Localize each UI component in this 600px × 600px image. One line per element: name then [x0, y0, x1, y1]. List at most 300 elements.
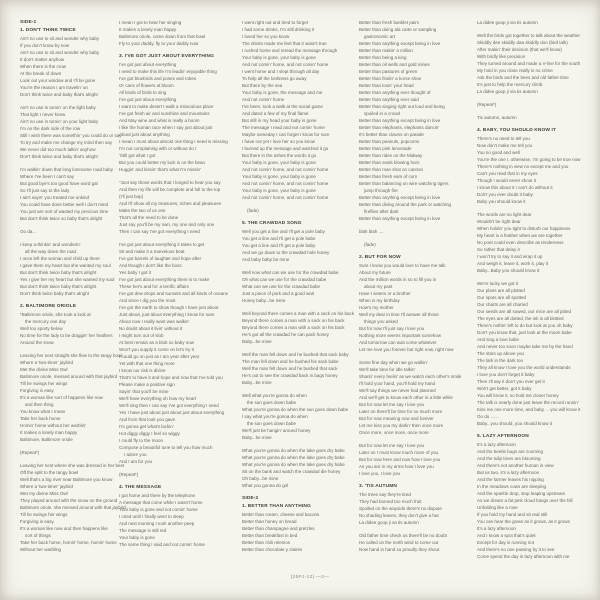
lyric-line: Your baby is gone, your baby is gone	[242, 160, 316, 165]
lyric-line: And tomorrow can wait come whatever	[359, 340, 437, 345]
lyric-line: Baby...be mine	[242, 339, 272, 344]
lyric-line: That's all the need to be done	[119, 215, 179, 220]
lyric-line: And then my life will be complete and full to the top	[119, 187, 221, 192]
lyric-line: And dated a few of my final flame	[242, 111, 309, 116]
lyric-line: I could go on just as I am year after year	[119, 354, 200, 359]
lyric-line: It's a lazy afternoon	[477, 526, 516, 531]
song-heading-block	[477, 127, 597, 134]
song-heading-block	[20, 27, 122, 34]
lyric-line: And I know a spot that's quiet	[477, 533, 536, 538]
lyric-line: I might turn out of slob	[119, 333, 164, 338]
lyric-line: I've got barrels of laughter and hope after	[119, 256, 202, 261]
lyric-line: I adore you	[119, 452, 147, 457]
lyric-line: I mean I got to hear her singing	[119, 20, 182, 25]
stanza	[119, 492, 240, 548]
lyric-line: Well now what can we use for the crawdad babe	[242, 270, 339, 275]
lyric-line: I love you, I love you	[359, 471, 401, 476]
lyric-line: About now I really want was walkin'	[119, 319, 190, 324]
song-title: 2. BALTIMORE ORIOLE	[20, 304, 77, 309]
lyric-line: But don't think twice baby that's alright	[20, 270, 97, 275]
lyric-line: I'm walkin' down that long lonesome road baby	[20, 167, 114, 172]
stanza	[20, 228, 122, 235]
lyric-line: The trees say they're tired	[359, 492, 411, 497]
lyric-line: You know what I mean	[20, 409, 66, 414]
song-title: 5. LAZY AFTERNOON	[477, 434, 529, 439]
lyric-line: Please make a positive sign	[119, 382, 175, 387]
lyric-line: And baby baby be mine	[242, 257, 290, 262]
stanza	[359, 532, 475, 553]
lyric-line: I've got just about everything	[119, 62, 177, 67]
lyric-line: I've got bluebirds and poses and robes	[119, 76, 197, 81]
lyric-line: And sing a love babe	[477, 337, 520, 342]
lyric-line: I need to make this life I'm leadin' enjoyable thing	[119, 69, 217, 74]
lyric-line: Our charts are all charted	[477, 302, 528, 307]
lyric-line: Or cans of flowers at bloom	[119, 83, 174, 88]
song-heading-block	[119, 484, 240, 491]
lyric-line: And not comin' home, and not comin' home	[242, 195, 329, 200]
lyric-line: He's out to see the crawdad back in bags honey	[242, 373, 338, 378]
lyric-line: And May wine and what is really a boom	[119, 118, 200, 123]
stanza	[242, 351, 356, 386]
lyric-line: Baltimore oriole, she messed around with that jaybird	[20, 505, 126, 510]
lyric-line: Oh baby...be mine	[242, 476, 279, 481]
lyric-line: Leaving her nest where she was dressed in her best	[20, 463, 125, 468]
lyric-line: Well what you're gonna do when	[242, 393, 307, 398]
stanza	[477, 101, 597, 108]
lyric-line: What can we use for the crawdad babe	[242, 284, 321, 289]
lyric-line: Your baby is gone, your baby is gone	[242, 55, 316, 60]
lyric-line: Nothing more seems important somehow	[359, 333, 442, 338]
lyric-line: A message that come while I wasn't home	[119, 500, 203, 505]
lyric-line: Better than chocolate y claires	[242, 547, 303, 552]
lyric-line: I rushed home and reread the message through	[242, 48, 338, 53]
lyric-line: about my past	[359, 284, 393, 289]
stanza	[20, 166, 122, 222]
lyric-line: spoiled in a crowd	[359, 111, 401, 116]
lyric-line: When there is the crow	[20, 64, 67, 69]
lyric-line: As you are in my arms how I love you	[359, 464, 434, 469]
lyric-line: And the beetle bugs are zooming	[477, 449, 544, 454]
lyric-line: To help all the lonliness go away	[242, 76, 307, 81]
lyric-line: And I'll show all my treasures, riches and pleasures	[119, 201, 222, 206]
lyric-line: La didee goop ji via tis autumn	[477, 20, 538, 25]
lyric-line: The man fell down and he bushed his sack babe	[242, 359, 339, 364]
lyric-line: Sit on the bank and watch the crawdad die honey	[242, 469, 341, 474]
page-number-footer: (25PJ-12) —2—	[290, 575, 330, 580]
lyric-line: The same thing I said and not comin' home	[119, 542, 205, 547]
lyric-line: (fade)	[359, 242, 376, 247]
lyric-line: Around the snow	[20, 340, 54, 345]
lyric-line: Ain't no use to sit and wonder why baby	[20, 50, 100, 55]
stanza	[20, 35, 122, 98]
lyric-line: He's got all the crawdad he can pack honey	[242, 332, 329, 337]
lyric-line: No time for the lady to be draggin' her feathers	[20, 333, 113, 338]
song-heading-block	[359, 254, 475, 261]
lyric-line: And we'll get to know each other in a little while	[359, 395, 453, 400]
lyric-line: Don't you know that, just look at the moon babe	[477, 330, 572, 335]
lyric-line: But us two, it's a lazy afternoon	[477, 470, 540, 475]
lyric-line: Where a 'two-timer' jaybird	[20, 360, 73, 365]
lyric-line: gastronomic art	[359, 34, 396, 39]
lyric-line: After makin' their decision (that we'll know)	[477, 47, 562, 52]
lyric-line: So rather that delay it	[477, 247, 520, 252]
lyric-line: I have not yet I love her so you know	[242, 139, 316, 144]
lyric-line: Sit and make it a marvelous beat	[119, 249, 185, 254]
lyric-line: Unfolding like a rose	[477, 505, 518, 510]
lyric-line: And not comin' home, and not comin' home	[242, 181, 329, 186]
lyrics-column-3	[242, 19, 356, 559]
lyric-line: Better than rides on the Midway	[359, 153, 423, 158]
lyric-line: Just a piece of pork and a good wait	[242, 291, 315, 296]
song-title: 2. BUT FOR NOW	[359, 255, 401, 260]
lyric-line: And the sparkle drop, stop leaping upstream	[477, 491, 566, 496]
lyric-line: Don't think twice baby that's alright	[20, 291, 90, 296]
lyric-line: And not comin' home, and not comin' home	[242, 62, 329, 67]
lyric-line: You get a line and I'll get a pole babe	[242, 236, 316, 241]
lyric-line: Sayin' that you'll be mine	[119, 389, 169, 394]
lyric-line: Just say you'll be my own, my one and only one	[119, 222, 215, 227]
lyric-line: We'll sing then I can say I've got everything I need	[119, 403, 219, 408]
lyric-line: Forgiving is easy	[20, 388, 54, 393]
lyric-line: I've got dew drops and sunsets and all kinds of oceans	[119, 291, 228, 296]
lyric-line: Come spend the day in lazy afternoon with me	[477, 554, 570, 559]
lyric-line: Just about, just about everything I know for sure	[119, 312, 215, 317]
stanza	[242, 207, 356, 214]
lyric-line: I cried until I finally went to sleep	[119, 514, 184, 519]
stanza	[20, 352, 122, 443]
song-heading-block	[119, 53, 240, 60]
lyric-line: Skiddly dee skiddly daa skiddly doo (bird talk)	[477, 40, 568, 45]
stanza	[477, 280, 597, 427]
stanza	[477, 114, 597, 121]
lyric-line: Oo du ......	[477, 414, 499, 419]
stanza	[242, 19, 356, 201]
lyric-line: But for now here and now how I love you	[359, 457, 441, 462]
lyric-line: It's a lazy afternoon	[477, 442, 516, 447]
lyric-line: I mean I must about almost one thing I need is missing	[119, 139, 228, 144]
lyric-line: They played around with the snow on the ground	[20, 498, 118, 503]
lyric-line: Sure I know you would love to have me talk	[359, 263, 446, 268]
lyric-line: Better than elephants, elephants dancin'	[359, 125, 440, 130]
song-heading-block	[242, 503, 356, 510]
lyric-line: Sharin' every feelin' as we watch each other's smile	[359, 374, 462, 379]
lyric-line: Better than champagne and pretzles	[242, 526, 315, 531]
lyric-line: How's my mother	[359, 305, 394, 310]
lyric-line: Old father time check us there'll be no doubt	[359, 533, 447, 538]
lyric-line: Kiss me one more time, and baby ... you will know it	[477, 407, 581, 412]
lyric-line: We'll take time for idle talkin'	[359, 367, 416, 372]
lyric-line: But don't think twice baby that's alright	[20, 284, 97, 289]
lyric-line: I gave them my heart but she wanted my soul	[20, 263, 111, 268]
lyric-line: Better than balancing on wire watching tigers	[359, 181, 449, 186]
lyric-line: When is my birthday	[359, 298, 400, 303]
lyric-line: And the farmer leaves his nipping	[477, 477, 544, 482]
stanza	[477, 19, 597, 26]
lyric-line: Better than anything except being in love	[359, 195, 441, 200]
stanza	[119, 471, 240, 478]
lyric-line: You just are sort of wasted my precious time	[20, 209, 109, 214]
lyric-line: Our spots are all spotted	[477, 295, 527, 300]
lyric-line: I know our risk is divine	[119, 368, 166, 373]
lyric-line: (Repeat*)	[477, 102, 497, 107]
lyric-line: La didee goop ji via tis autumn	[477, 89, 538, 94]
lyric-line: Better than anything except being in love	[359, 216, 441, 221]
lyric-line: "Just say those words that I longed to hear you say	[119, 180, 221, 185]
lyric-line: Oo da...	[20, 229, 37, 234]
lyric-line: Tis autumn, autumn	[477, 115, 517, 120]
lyric-line: Take her back home, homin' home, homin' home	[20, 540, 117, 545]
lyric-line: Look out your window and I'll be gone	[20, 78, 96, 83]
lyric-line: I went right out and tried to forget	[242, 20, 309, 25]
lyric-line: (fade)	[242, 208, 259, 213]
lyric-line: I could fly to the moon	[119, 438, 164, 443]
song-title: SIDE-1	[20, 20, 37, 25]
lyric-line: Better than fresh banklet pairs	[359, 20, 420, 25]
lyric-line: So I'll just say to the lady	[20, 188, 70, 193]
lyric-line: Yes baby I got it	[119, 270, 151, 275]
lyric-line: It's just to help the mercury climb	[477, 82, 543, 87]
lyric-line: (Repeat*)	[119, 472, 139, 477]
lyric-line: I've got fresh air and sunshine and mountains	[119, 111, 210, 116]
lyric-line: In the meadows cows are sleeping	[477, 484, 547, 489]
song-heading-block	[477, 433, 597, 440]
lyric-line: But for now let me say I love you	[359, 402, 425, 407]
lyric-line: Let me love you forever but right now, right now	[359, 347, 454, 352]
lyric-line: I've been, took a walk at the social game	[242, 104, 323, 109]
song-title: 3. 'TIS AUTUMN	[359, 484, 397, 489]
lyric-line: Better than oil wells and gold mines	[359, 62, 430, 67]
lyric-line: Better than losin' your head	[359, 83, 414, 88]
lyric-line: Won't get better, got it baby	[477, 386, 532, 391]
lyric-line: Baby you should know it	[477, 199, 526, 204]
lyric-line: But don't think twice so baby that's alright	[20, 216, 103, 221]
lyric-line: There's no need to tell you	[477, 136, 530, 141]
lyric-line: I burned up the message and watched it go	[242, 146, 329, 151]
lyric-line: No doubt about it livin' without it	[119, 326, 183, 331]
lyric-line: About my future	[359, 270, 391, 275]
lyric-line: They all know I love you the world understands	[477, 365, 571, 370]
lyric-line: Better than diving around the park or watching	[359, 202, 452, 207]
lyric-line: Can't you read that in my eyes	[477, 171, 538, 176]
stanza	[477, 135, 597, 205]
lyric-line: But still in my head your baby is gone	[242, 118, 317, 123]
lyric-line: Well the man fell down and he bushed that sack baby	[242, 352, 349, 357]
lyric-line: You get a line and I'll get a pole baby	[242, 243, 316, 248]
stanza	[242, 392, 356, 441]
lyric-line: Spoiled on the wayside there's no dispute	[359, 506, 442, 511]
lyric-line: The words are so light dear	[477, 212, 532, 217]
lyric-line: and then thing	[20, 402, 54, 407]
lyric-line: We'll just be hangin' around honey	[242, 428, 311, 433]
lyric-line: Honey baby...be mine	[242, 298, 286, 303]
song-title: 1. BETTER THAN ANYTHING	[242, 504, 311, 509]
lyric-line: No shading leaves, they don't give a hut	[359, 513, 439, 518]
lyric-line: If you hold my hand and sit real still	[477, 512, 548, 517]
lyric-line: Our seeds are all sowed, our mice are all pitted	[477, 309, 572, 314]
stanza	[359, 19, 475, 222]
lyric-line: It's better than clowns on parade	[359, 132, 424, 137]
stanza	[477, 441, 597, 560]
lyric-line: And since I dig you the most	[119, 298, 176, 303]
lyric-line: Better than anything except being in love	[359, 41, 441, 46]
lyric-line: And we go down to the crawdad hole honey	[242, 250, 330, 255]
lyric-line: The lark in the dark too	[477, 358, 524, 363]
lyric-line: Your baby is gone, your baby is gone	[242, 174, 316, 179]
lyric-line: 'Still got what I got	[119, 153, 156, 158]
lyric-line: That light I never knew	[20, 112, 66, 117]
lyric-line: But for now meaning now and forever	[359, 416, 434, 421]
lyric-line: Once more, once more, once more	[359, 430, 429, 435]
lyric-line: But you could better my luck is on the bean	[119, 160, 206, 165]
song-heading-block	[242, 495, 356, 502]
lyric-line: Better than fresh ears of corn	[359, 174, 418, 179]
lyric-line: I got home and there by the telephone	[119, 493, 196, 498]
lyric-line: But there by the sea	[242, 83, 283, 88]
lyric-line: the sun goes down babe	[242, 421, 297, 426]
lyric-line: I keep a-thinkin' and wonderin'	[20, 242, 81, 247]
lyric-line: I'll hold your hand, you'll hold my hand	[359, 381, 436, 386]
lyric-line: Without her warbling	[20, 547, 62, 552]
lyric-line: I've got just about everything	[119, 97, 177, 102]
lyric-line: You no good and well	[477, 150, 520, 155]
lyric-line: Leaving her nest straight she flew to the tangy bowl	[20, 353, 123, 358]
lyric-line: Don't you ever doubt it baby	[477, 192, 533, 197]
lyrics-column-1	[20, 19, 126, 559]
lyric-line: Yes I have just about just about just about everything	[119, 410, 225, 415]
lyric-line: Let me kiss you my darlin' then once more	[359, 423, 444, 428]
lyric-line: You could have done better well I don't mind	[20, 202, 109, 207]
lyric-line: Baltimore, Baltimore oriole	[20, 437, 73, 442]
lyric-line: Fly to your daddy, fly to your daddy now	[119, 41, 199, 46]
lyric-line: Have I sisters or a brother	[359, 291, 411, 296]
lyric-line: The talk is nearly done just leave the record runnin'	[477, 400, 579, 405]
lyric-line: Better than peanuts, popcorns	[359, 139, 420, 144]
lyric-line: Won't you supply it come on let's try it	[119, 347, 194, 352]
lyric-line: Wouldn't be right dear	[477, 219, 521, 224]
song-title: 3. I'VE GOT JUST ABOUT EVERYTHING	[119, 54, 215, 59]
stanza	[20, 104, 122, 160]
lyric-line: And not comin' home	[242, 97, 285, 102]
lyric-line: They turned around and made a V-line for the south	[477, 61, 581, 66]
lyric-line: And though I don't like the boss	[119, 263, 182, 268]
lyric-line: Ain't no use in turnin' on your light baby	[20, 119, 99, 124]
lyric-line: Oh what can we use for the crawdad babe	[242, 277, 327, 282]
lyric-line: Your baby is gone, the message and me	[242, 90, 323, 95]
lyric-line: He called on the north wind to come out	[359, 540, 439, 545]
lyric-line: You're the reason I am travelin' on	[20, 85, 88, 90]
song-title: 1. DON'T THINK TWICE	[20, 28, 76, 33]
stanza	[359, 262, 475, 353]
lyric-line: Beyond there comes a man with a sack on his back	[242, 318, 345, 323]
song-title: 4. THE MESSAGE	[119, 485, 162, 490]
lyric-line: Where a 'two-timer' jaybird	[20, 484, 73, 489]
lyric-line: The stars up above you	[477, 351, 525, 356]
lyric-line: I've got just about everything it takes to get	[119, 242, 205, 247]
lyric-line: We're lucky we got it	[477, 281, 519, 286]
lyric-line: Except for day is running riot	[477, 540, 535, 545]
lyric-line: I ain't sayin' you treated me unkind	[20, 195, 90, 200]
lyric-line: Now don't make me tell you	[477, 143, 533, 148]
lyric-line: Better than seals blowing horn	[359, 160, 420, 165]
lyric-line: Better than pastures of green	[359, 69, 418, 74]
lyric-line: the sun goes down babe	[242, 400, 297, 405]
lyric-line: Take her back home	[20, 416, 61, 421]
lyric-line: And the tulip trees are blooming	[477, 456, 541, 461]
lyric-line: And next morning I took another peep	[119, 521, 195, 526]
lyric-line: Now hand in hand so proudly they shout	[359, 547, 440, 552]
lyric-line: I like the human race when I say just about just	[119, 125, 213, 130]
lyric-line: Better than singing right out loud and being	[359, 104, 445, 109]
lyric-line: And I am for you	[119, 459, 153, 464]
lyric-line: Well that's a big river near Baltimore you know	[20, 477, 113, 482]
lyric-line: We'll have everything oh how my heart	[119, 396, 197, 401]
lyric-line: I won't try to say it and wrap it up	[477, 254, 543, 259]
lyric-line: You can hear the grass as it grows, as it grows	[477, 519, 570, 524]
lyric-line: No poet could even describe as tenderness	[477, 240, 564, 245]
lyric-line: My heart is a feather when we are together	[477, 233, 563, 238]
lyric-line: Our plans are all plotted	[477, 288, 525, 293]
lyric-line: What you're gonna do when the lake goes dry babe	[242, 448, 345, 453]
lyric-line: Then I can say I've got everything I need	[119, 229, 200, 234]
lyric-line: I want to make desert I walk a miraculous place	[119, 104, 214, 109]
lyric-line: It makes a lonely man happy	[20, 430, 78, 435]
lyric-line: I know this about it I can't do without it	[477, 185, 553, 190]
lyric-line: Off the split to the tangy bowl	[20, 470, 78, 475]
lyric-line: I say what you're gonna do when	[242, 414, 308, 419]
lyric-line: They had borned too much fruit	[359, 499, 422, 504]
lyric-line: Well too sporty below	[20, 326, 63, 331]
stanza	[359, 491, 475, 526]
lyric-line: Well beyond there comes a man with a sack on his back	[242, 311, 354, 316]
lyric-line: And there's no one passing by it to see	[477, 547, 555, 552]
lyric-line: Later on I must know much more of you	[359, 450, 439, 455]
lyric-line: Hot diggy diggy I feel so wiggy	[119, 431, 180, 436]
stanza	[242, 447, 356, 489]
stanza	[359, 359, 475, 436]
lyric-line: Better than findin' a horse shoe	[359, 76, 422, 81]
lyric-line: But for now let me say I love you	[359, 443, 425, 448]
lyric-line: Better than cream, cheese and bacons	[242, 512, 320, 517]
stanza	[242, 511, 356, 553]
lyric-line: jump through fire	[359, 188, 398, 193]
stanza	[119, 61, 240, 173]
lyric-line: I loved her so you know	[242, 34, 290, 39]
lyric-line: Baby...you should, you should know it	[477, 421, 552, 426]
lyric-line: Well you get a line and I'll get a pole baby	[242, 229, 325, 234]
lyric-line: Don't think twice and baby that's alright	[20, 92, 98, 97]
lyric-line: These her's and ho' a terrific affairs	[119, 284, 189, 289]
lyric-line: And from that look you gave	[119, 417, 176, 422]
lyric-line: *Baltimore oriole, she took a look at	[20, 312, 91, 317]
stanza	[242, 228, 356, 263]
lyric-line: What you gonna do girl	[242, 483, 289, 488]
lyric-line: You will know it, so hold me closer honey	[477, 393, 559, 398]
lyric-line: Though I would never shout it	[477, 178, 537, 183]
lyric-line: I went home and I slept through all day	[242, 69, 320, 74]
stanza	[477, 32, 597, 95]
stanza	[20, 311, 122, 346]
lyric-line: If you don't know by now	[20, 43, 70, 48]
lyric-line: Better than man shot on cannon	[359, 167, 424, 172]
lyric-line: Then I'll say it don't you ever get it	[477, 379, 545, 384]
lyric-line: Baby...be mine	[242, 435, 272, 440]
lyric-line: We'll say things we never had planned	[359, 388, 436, 393]
lyric-line: All kinds of birds to sing	[119, 90, 167, 95]
lyric-line: The eyes are all dotted, the ink is all blotted	[477, 316, 564, 321]
song-title: SIDE-2	[242, 496, 259, 501]
lyric-line: The drinks made me feel that it wasn't true	[242, 41, 327, 46]
lyric-line: Well the birds got together to talk about the weather	[477, 33, 580, 38]
